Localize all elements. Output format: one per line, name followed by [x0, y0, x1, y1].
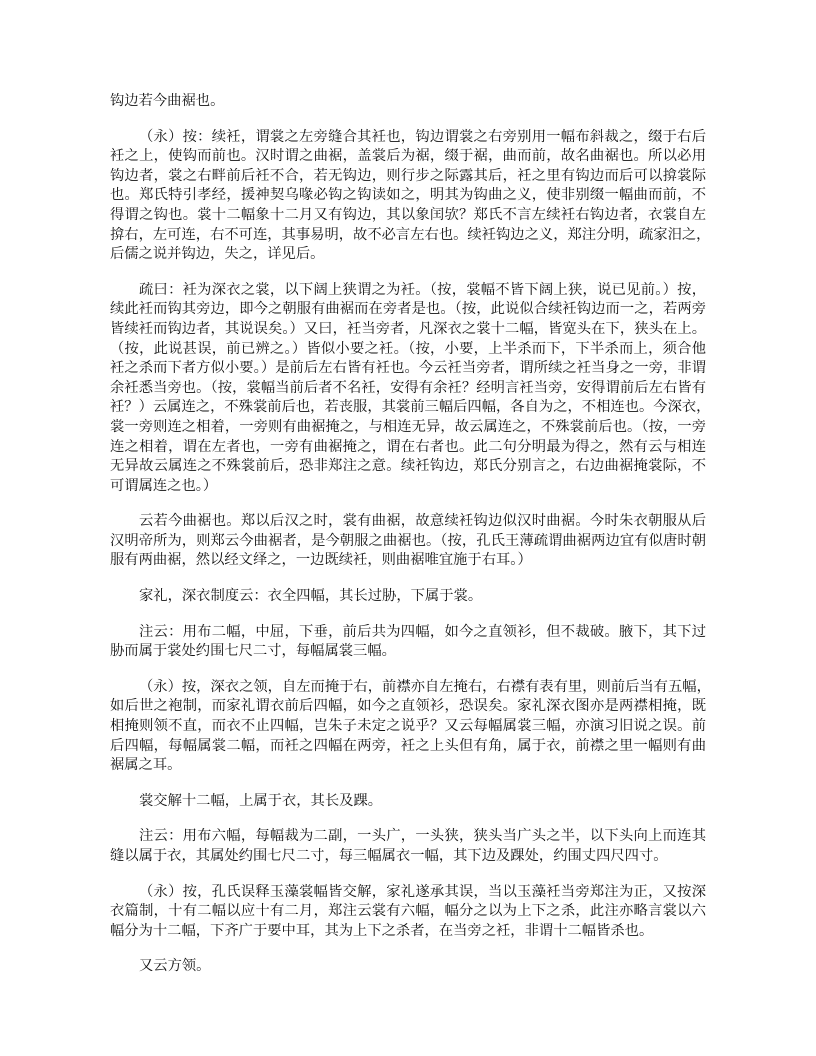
text-line: 缝以属于衣，其属处约围七尺二寸，每三幅属衣一幅，其下边及踝处，约围丈四尺四寸。 [110, 848, 668, 864]
text-line: 揜右，左可连，右不可连，其事易明，故不必言左右也。续衽钩边之义，郑注分明，疏家汨之， [110, 226, 711, 243]
text-line: 裳一旁则连之相着，一旁则有曲裾掩之，与相连无异，故云属连之，不殊裳前后也。（按，一旁 [110, 418, 706, 435]
text-line: （按，此说甚误，前已辨之。）皆似小要之衽。（按，小要，上半杀而下，下半杀而上，须合他 [110, 340, 706, 357]
text-line: 得谓之钩也。裳十二幅象十二月又有钩边，其以象闰欤？郑氏不言左续衽右钩边者，衣裳自左 [110, 206, 706, 223]
text-line: 幅分为十二幅，下齐广于要中耳，其为上下之杀者，在当旁之衽，非谓十二幅皆杀也。 [110, 922, 654, 939]
text-line: 后四幅，每幅属裳二幅，而衽之四幅在两旁，衽之上头但有角，属于衣，前襟之里一幅则有曲 [110, 737, 706, 754]
text-line: 皆续衽而钩边者，其说误矣。）又曰，衽当旁者，凡深衣之裳十二幅，皆宽头在下，狭头在上。 [110, 320, 706, 337]
text-line: 钩边若今曲裾也。 [110, 93, 225, 109]
text-line: 又云方领。 [139, 958, 211, 975]
paragraph [110, 128, 711, 265]
paragraph [110, 623, 706, 662]
text-line: 裳交解十二幅，上属于衣，其长及踝。 [139, 792, 383, 809]
text-line: 相掩则领不直，而衣不止四幅，岂朱子未定之说乎？又云每幅属裳三幅，亦演习旧说之误。前 [110, 718, 706, 735]
paragraph [110, 92, 706, 112]
paragraph [110, 281, 711, 497]
paragraph [110, 587, 706, 607]
text-line: 连之相着，谓在左者也，一旁有曲裾掩之，谓在右者也。此二句分明最为得之，然有云与相连 [110, 438, 706, 455]
text-line: 云若今曲裾也。郑以后汉之时，裳有曲裾，故意续衽钩边似汉时曲裾。今时朱衣朝服从后 [139, 513, 706, 530]
text-line: 如后世之袍制，而家礼谓衣前后四幅，如今之直领衫，恐误矣。家礼深衣图亦是两襟相掩，既 [110, 698, 706, 715]
paragraph [110, 792, 706, 812]
text-line: 钩边者，裳之右畔前后衽不合，若无钩边，则行步之际露其后，衽之里有钩边而后可以揜裳际 [110, 167, 706, 184]
text-line: 无异故云属连之不殊裳前后，恐非郑注之意。续衽钩边，郑氏分别言之，右边曲裾掩裳际，不 [110, 458, 706, 475]
text-line: 衽？）云属连之，不殊裳前后也，若丧服，其裳前三幅后四幅，各自为之，不相连也。今深衣， [110, 399, 711, 416]
text-line: 余衽悉当旁也。（按，裳幅当前后者不名衽，安得有余衽？经明言衽当旁，安得谓前后左右皆有 [110, 379, 706, 396]
text-line: 注云：用布六幅，每幅裁为二副，一头广，一头狭，狭头当广头之半，以下头向上而连其 [139, 828, 706, 845]
paragraph [110, 827, 706, 866]
paragraph [110, 957, 706, 977]
text-line: 衽之杀而下者方似小要。）是前后左右皆有衽也。今云衽当旁者，谓所续之衽当身之一旁，非谓 [110, 360, 706, 377]
text-line: 裾属之耳。 [110, 757, 182, 774]
paragraph [110, 883, 706, 942]
document-page [110, 92, 711, 993]
text-line: 衣篇制，十有二幅以应十有二月，郑注云裳有六幅，幅分之以为上下之杀，此注亦略言裳以六 [110, 903, 706, 920]
text-line: 疏曰：衽为深衣之裳，以下阔上狭谓之为衽。（按，裳幅不皆下阔上狭，说已见前。）按， [139, 281, 706, 298]
text-line: 服有两曲裾，然以经文绎之，一边既续衽，则曲裾唯宜施于右耳。） [110, 552, 532, 569]
text-line: 也。郑氏特引孝经，援神契乌喙必钩之钩读如之，明其为钩曲之义，使非别缀一幅曲而前，不 [110, 187, 706, 204]
text-line: 续此衽而钩其旁边，即今之朝服有曲裾而在旁者是也。（按，此说似合续衽钩边而一之，若两旁 [110, 301, 706, 318]
text-line: 衽之上，使钩而前也。汉时谓之曲裾，盖裳后为裾，缀于裾，曲而前，故名曲裾也。所以必用 [110, 148, 706, 165]
paragraph [110, 512, 706, 571]
text-line: 家礼，深衣制度云：衣全四幅，其长过胁，下属于裳。 [139, 588, 483, 605]
text-line: （永）按：续衽，谓裳之左旁缝合其衽也，钩边谓裳之右旁别用一幅布斜裁之，缀于右后 [139, 128, 706, 145]
text-line: （永）按，深衣之领，自左而掩于右，前襟亦自左掩右，右襟有表有里，则前后当有五幅， [139, 678, 711, 695]
text-line: 可谓属连之也。） [110, 477, 218, 494]
text-line: 胁而属于裳处约围七尺二寸，每幅属裳三幅。 [110, 643, 396, 660]
text-line: 后儒之说并钩边，失之，详见后。 [110, 246, 325, 263]
paragraph [110, 678, 711, 776]
text-line: 汉明帝所为，则郑云今曲裾者，是今朝服之曲裾也。（按，孔氏王薄疏谓曲裾两边宜有似唐时朝 [110, 532, 706, 549]
text-line: （永）按，孔氏误释玉藻裳幅皆交解，家礼遂承其误，当以玉藻衽当旁郑注为正，又按深 [139, 883, 706, 900]
text-line: 注云：用布二幅，中屈，下垂，前后共为四幅，如今之直领衫，但不裁破。腋下，其下过 [139, 623, 706, 640]
